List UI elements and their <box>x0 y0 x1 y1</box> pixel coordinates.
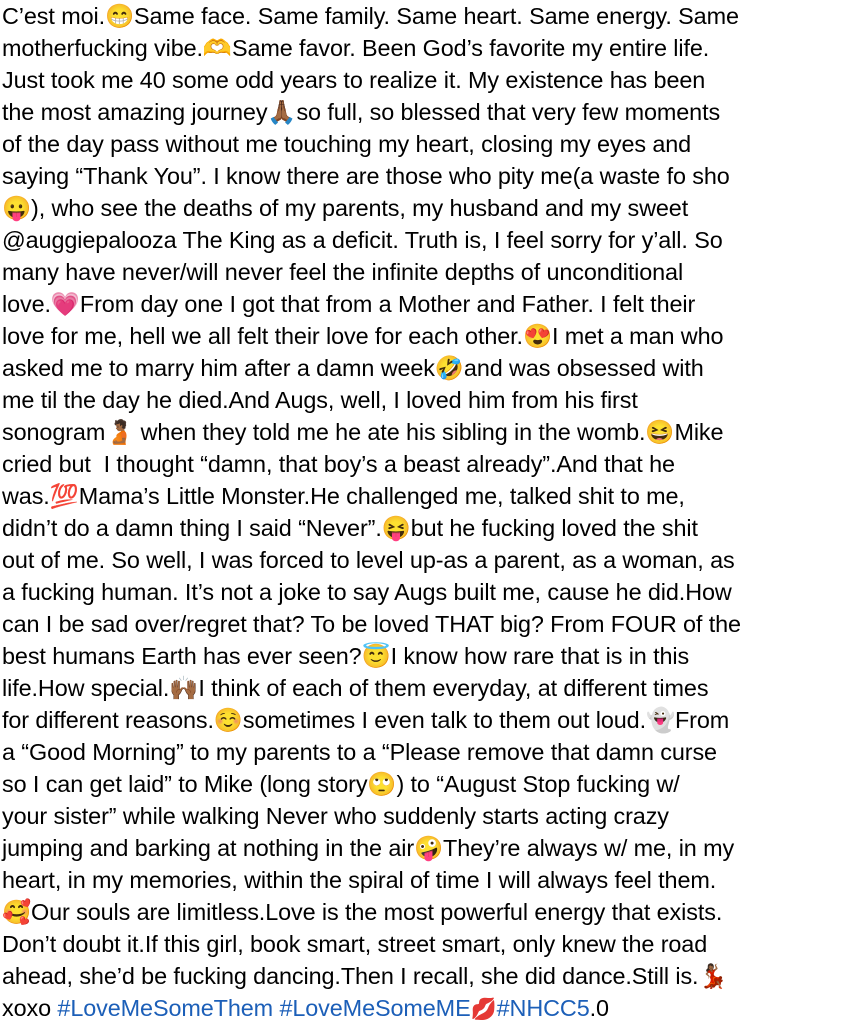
caption-line-18: out of me. So well, I was forced to level up-as a parent, as a woman, as <box>2 547 735 573</box>
caption-line-15: cried but I thought “damn, that boy’s a beast already”.And that he <box>2 451 675 477</box>
caption-line-4: the most amazing journey🙏🏾so full, so blessed that very few moments <box>2 99 721 125</box>
hashtag-suffix-text: .0 <box>589 995 609 1021</box>
caption-line-8: @auggiepalooza The King as a deficit. Truth is, I feel sorry for y’all. So <box>2 227 723 253</box>
caption-line-31: ahead, she’d be fucking dancing.Then I recall, she did dance.Still is.💃🏾 <box>2 963 728 989</box>
caption-line-23: for different reasons.☺️sometimes I even talk to them out loud.👻From <box>2 707 730 733</box>
caption-line-20: can I be sad over/regret that? To be loved THAT big? From FOUR of the <box>2 611 741 637</box>
caption-line-32 <box>2 992 609 1025</box>
caption-line-25: so I can get laid” to Mike (long story🙄) to “August Stop fucking w/ <box>2 771 680 797</box>
caption-line-27: jumping and barking at nothing in the air🤪They’re always w/ me, in my <box>2 835 735 861</box>
kiss-mark-icon: 💋 <box>470 997 497 1021</box>
hashtag-nhcc5-link[interactable]: #NHCC5 <box>496 995 590 1021</box>
signoff-text: xoxo <box>2 995 58 1021</box>
caption-line-16: was.💯Mama’s Little Monster.He challenged me, talked shit to me, <box>2 483 685 509</box>
hashtag-love-me-some-me-link[interactable]: #LoveMeSomeME <box>279 995 471 1021</box>
caption-line-22: life.How special.🙌🏾I think of each of them everyday, at different times <box>2 675 709 701</box>
caption-line-14: sonogram🫄🏾 when they told me he ate his sibling in the womb.😆Mike <box>2 419 724 445</box>
caption-line-11: love for me, hell we all felt their love for each other.😍I met a man who <box>2 323 724 349</box>
caption-line-9: many have never/will never feel the infinite depths of unconditional <box>2 259 684 285</box>
caption-line-17: didn’t do a damn thing I said “Never”.😝but he fucking loved the shit <box>2 515 698 541</box>
caption-line-6: saying “Thank You”. I know there are those who pity me(a waste fo sho <box>2 163 730 189</box>
caption-line-5: of the day pass without me touching my heart, closing my eyes and <box>2 131 692 157</box>
caption-line-29: 🥰Our souls are limitless.Love is the most powerful energy that exists. <box>2 899 723 925</box>
caption-line-1: C’est moi.😁Same face. Same family. Same heart. Same energy. Same <box>2 3 739 29</box>
caption-line-13: me til the day he died.And Augs, well, I loved him from his first <box>2 387 638 413</box>
caption-line-10: love.💗From day one I got that from a Mother and Father. I felt their <box>2 291 696 317</box>
caption-line-21: best humans Earth has ever seen?😇I know how rare that is in this <box>2 643 690 669</box>
caption-line-28: heart, in my memories, within the spiral of time I will always feel them. <box>2 867 717 893</box>
caption-line-30: Don’t doubt it.If this girl, book smart, street smart, only knew the road <box>2 931 708 957</box>
caption-line-7: 😛), who see the deaths of my parents, my husband and my sweet <box>2 195 689 221</box>
caption-line-24: a “Good Morning” to my parents to a “Please remove that damn curse <box>2 739 717 765</box>
caption-line-12: asked me to marry him after a damn week🤣and was obsessed with <box>2 355 704 381</box>
caption-line-3: Just took me 40 some odd years to realize it. My existence has been <box>2 67 706 93</box>
caption-line-26: your sister” while walking Never who suddenly starts acting crazy <box>2 803 669 829</box>
hashtag-love-me-some-them-link[interactable]: #LoveMeSomeThem <box>57 995 274 1021</box>
caption-line-19: a fucking human. It’s not a joke to say Augs built me, cause he did.How <box>2 579 732 605</box>
caption-line-2: motherfucking vibe.🫶Same favor. Been God’s favorite my entire life. <box>2 35 710 61</box>
